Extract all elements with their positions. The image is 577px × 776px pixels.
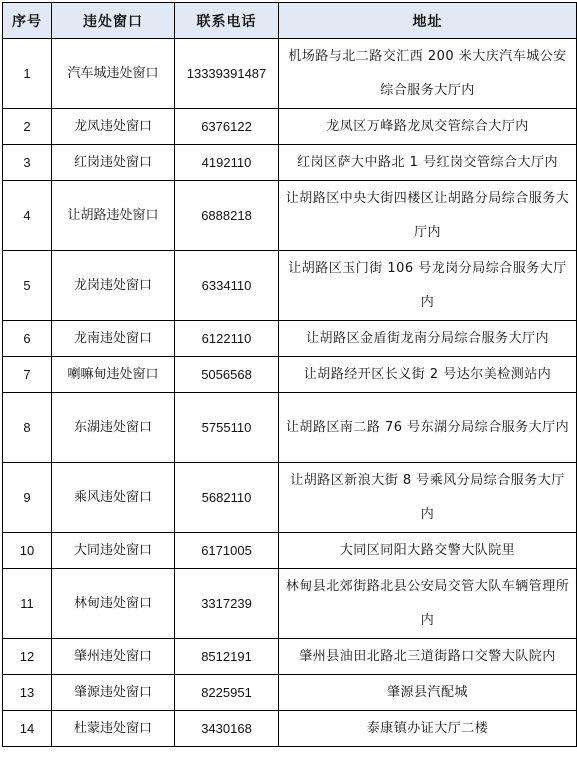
row-address: 泰康镇办证大厅二楼 [279,711,577,747]
row-no: 9 [3,463,52,533]
table-row [3,711,577,747]
table-wrapper [2,2,577,747]
row-address: 让胡路区南二路 76 号东湖分局综合服务大厅内 [279,393,577,463]
table-row [3,675,577,711]
table-row [3,357,577,393]
header-phone: 联系电话 [175,3,279,39]
row-address: 机场路与北二路交汇西 200 米大庆汽车城公安综合服务大厅内 [279,39,577,109]
table-row [3,251,577,321]
row-phone: 3317239 [175,569,279,639]
row-window: 林甸违处窗口 [52,569,175,639]
row-address: 让胡路区新浪大街 8 号乘风分局综合服务大厅内 [279,463,577,533]
row-window: 红岗违处窗口 [52,145,175,181]
row-no: 7 [3,357,52,393]
row-window: 喇嘛甸违处窗口 [52,357,175,393]
row-phone: 3430168 [175,711,279,747]
table-row [3,39,577,109]
table-row [3,393,577,463]
row-window: 东湖违处窗口 [52,393,175,463]
row-no: 13 [3,675,52,711]
row-phone: 8512191 [175,639,279,675]
table-row [3,181,577,251]
row-phone: 6171005 [175,533,279,569]
row-address: 林甸县北郊街路北县公安局交管大队车辆管理所内 [279,569,577,639]
row-window: 乘风违处窗口 [52,463,175,533]
row-phone: 13339391487 [175,39,279,109]
row-phone: 8225951 [175,675,279,711]
violation-windows-table [2,2,577,747]
row-phone: 6334110 [175,251,279,321]
table-row [3,145,577,181]
row-phone: 6376122 [175,109,279,145]
table-row [3,321,577,357]
row-window: 龙南违处窗口 [52,321,175,357]
row-window: 肇州违处窗口 [52,639,175,675]
row-no: 14 [3,711,52,747]
row-no: 11 [3,569,52,639]
row-window: 龙凤违处窗口 [52,109,175,145]
header-window: 违处窗口 [52,3,175,39]
row-window: 汽车城违处窗口 [52,39,175,109]
row-phone: 5056568 [175,357,279,393]
table-row [3,533,577,569]
row-phone: 5755110 [175,393,279,463]
table-row [3,463,577,533]
row-no: 5 [3,251,52,321]
row-phone: 6122110 [175,321,279,357]
row-window: 杜蒙违处窗口 [52,711,175,747]
row-address: 让胡路区中央大街四楼区让胡路分局综合服务大厅内 [279,181,577,251]
row-phone: 6888218 [175,181,279,251]
row-window: 龙岗违处窗口 [52,251,175,321]
row-phone: 4192110 [175,145,279,181]
row-no: 12 [3,639,52,675]
row-address: 让胡路区玉门街 106 号龙岗分局综合服务大厅内 [279,251,577,321]
row-address: 龙凤区万峰路龙凤交管综合大厅内 [279,109,577,145]
row-address: 红岗区萨大中路北 1 号红岗交管综合大厅内 [279,145,577,181]
header-address: 地址 [279,3,577,39]
row-no: 1 [3,39,52,109]
row-address: 大同区同阳大路交警大队院里 [279,533,577,569]
row-address: 肇州县油田北路北三道街路口交警大队院内 [279,639,577,675]
table-body [3,39,577,747]
header-no: 序号 [3,3,52,39]
row-no: 6 [3,321,52,357]
row-phone: 5682110 [175,463,279,533]
row-window: 肇源违处窗口 [52,675,175,711]
row-no: 3 [3,145,52,181]
row-no: 10 [3,533,52,569]
row-address: 让胡路经开区长义街 2 号达尔美检测站内 [279,357,577,393]
table-header [3,3,577,39]
table-row [3,109,577,145]
row-no: 8 [3,393,52,463]
row-address: 让胡路区金盾街龙南分局综合服务大厅内 [279,321,577,357]
table-row [3,569,577,639]
row-no: 4 [3,181,52,251]
row-address: 肇源县汽配城 [279,675,577,711]
row-no: 2 [3,109,52,145]
table-row [3,639,577,675]
row-window: 让胡路违处窗口 [52,181,175,251]
row-window: 大同违处窗口 [52,533,175,569]
header-row [3,3,577,39]
